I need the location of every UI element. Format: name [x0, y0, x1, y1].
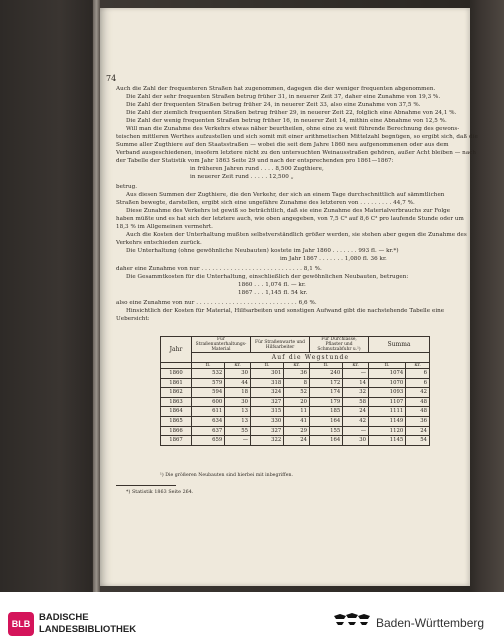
unit-cell: fl.	[251, 363, 284, 369]
table-cell-a-kr: 30	[225, 397, 251, 407]
table-cell-a-fl: 600	[192, 397, 225, 407]
book-spine	[93, 0, 100, 592]
table-cell-b-kr: 29	[284, 426, 310, 436]
text-line: Hinsichtlich der Kosten für Material, Hilfsarbeiten und sonstigen Aufwand gibt die nachstehende Tabelle eine	[126, 308, 445, 314]
text-line: Die Gesammtkosten für die Unterhaltung, einschließlich der gewöhnlichen Neubauten, betrugen:	[126, 274, 409, 280]
table-cell-s-kr: 42	[406, 388, 430, 398]
text-line: Diese Zunahme des Verkehrs ist gewiß so beträchtlich, daß sie eine Zunahme des Materialverbrauchs zur Folge	[126, 208, 451, 214]
table-cell-b-kr: 8	[284, 378, 310, 388]
table-cell-s-kr: 48	[406, 407, 430, 417]
text-line: in neuerer Zeit rund . . . . . 12,500 „	[190, 174, 294, 180]
table-cell-c-fl: 185	[310, 407, 343, 417]
table-cell-a-fl: 634	[192, 416, 225, 426]
baden-wuerttemberg-logo[interactable]	[332, 610, 372, 634]
table-cell-c-fl: 155	[310, 426, 343, 436]
table-cell-b-kr: 52	[284, 388, 310, 398]
blb-logo[interactable]: BLB	[8, 612, 34, 636]
table-cell-c-kr: 58	[343, 397, 369, 407]
text-line: 1860 . . . 1,074 fl. — kr.	[238, 282, 306, 288]
text-line: daher eine Zunahme von nur . . . . . . . . . . . . . . . . . . . . . . . . . . . . 8,1 %.	[116, 266, 322, 272]
table-cell-b-fl: 301	[251, 369, 284, 379]
table-cell-b-fl: 318	[251, 378, 284, 388]
table-row	[161, 426, 430, 436]
table-cell-c-kr: —	[343, 426, 369, 436]
table-cell-b-fl: 322	[251, 436, 284, 446]
table-cell-s-kr: 6	[406, 369, 430, 379]
table-cell-a-kr: 13	[225, 416, 251, 426]
text-line: teischen mittleren Werthes aufzustellen und sich somit mit einer arithmetischen Mittelzahl begnügen, so ergibt sich, daß die	[116, 134, 478, 140]
table-cell-s-fl: 1074	[369, 369, 406, 379]
page-number: 74	[106, 74, 117, 83]
text-line: Uebersicht:	[116, 316, 150, 322]
table-cell-a-kr: 55	[225, 426, 251, 436]
text-line: Die Zahl der sehr frequenten Straßen betrug früher 31, in neuerer Zeit 37, daher eine Zunahme von 19,3 %.	[126, 94, 441, 100]
library-name-line2: LANDESBIBLIOTHEK	[39, 624, 137, 635]
table-cell-s-fl: 1149	[369, 416, 406, 426]
table-cell-year: 1861	[161, 378, 192, 388]
text-line: haben müßte und es hat sich der letztere auch, wie oben angegeben, von 7,5 C³ auf 8,6 C³ pro laufende Stunde oder um	[116, 216, 464, 222]
table-cell-b-kr: 36	[284, 369, 310, 379]
page-footnote: *) Statistik 1863 Seite 264.	[126, 490, 194, 495]
table-cell-s-fl: 1107	[369, 397, 406, 407]
table-row	[161, 378, 430, 388]
footnote-rule	[116, 485, 176, 486]
table-cell-b-kr: 11	[284, 407, 310, 417]
text-line: 18,3 % im Allgemeinen vermehrt.	[116, 224, 214, 230]
table-cell-c-fl: 240	[310, 369, 343, 379]
table-cell-b-fl: 327	[251, 426, 284, 436]
unit-cell: kr.	[284, 363, 310, 369]
table-cell-b-fl: 330	[251, 416, 284, 426]
table-row	[161, 397, 430, 407]
table-row	[161, 416, 430, 426]
table-row	[161, 369, 430, 379]
table-cell-year: 1863	[161, 397, 192, 407]
table-row	[161, 388, 430, 398]
table-cell-a-kr: —	[225, 436, 251, 446]
table-cell-a-fl: 659	[192, 436, 225, 446]
table-cell-year: 1862	[161, 388, 192, 398]
library-name[interactable]	[39, 612, 136, 636]
table-cell-s-kr: 48	[406, 397, 430, 407]
table-cell-c-fl: 172	[310, 378, 343, 388]
table-cell-year: 1866	[161, 426, 192, 436]
table-cell-a-fl: 594	[192, 388, 225, 398]
table-cell-a-kr: 44	[225, 378, 251, 388]
table-cell-a-kr: 30	[225, 369, 251, 379]
text-line: Verkehrs entschieden zurück.	[116, 240, 202, 246]
table-cell-s-fl: 1120	[369, 426, 406, 436]
table-cell-s-fl: 1111	[369, 407, 406, 417]
text-line: Die Zahl der wenig frequenten Straßen betrug früher 16, in neuerer Zeit 14, mithin eine Abnahme von 12,5 %.	[126, 118, 447, 124]
state-name[interactable]: Baden-Württemberg	[376, 616, 485, 630]
table-cell-year: 1865	[161, 416, 192, 426]
unit-cell: kr.	[406, 363, 430, 369]
text-line: Summe aller Zugthiere auf den Staatsstraßen — wobei die seit dem Jahre 1860 neu aufgenommenen oder aus dem	[116, 142, 449, 148]
table-cell-s-kr: 54	[406, 436, 430, 446]
table-cell-a-fl: 579	[192, 378, 225, 388]
text-line: Die Zahl der ziemlich frequenten Straßen betrug früher 29, in neuerer Zeit 22, folglich eine Abnahme von 24,1 %.	[126, 110, 457, 116]
table-cell-c-fl: 174	[310, 388, 343, 398]
table-cell-c-kr: 30	[343, 436, 369, 446]
span-header: Auf die Wegstunde	[192, 353, 430, 363]
table-cell-s-kr: 6	[406, 378, 430, 388]
table-cell-c-fl: 179	[310, 397, 343, 407]
text-line: Die Unterhaltung (ohne gewöhnliche Neubauten) kostete im Jahr 1860 . . . . . . . 993 fl. — kr.*)	[126, 248, 399, 254]
table-cell-a-fl: 637	[192, 426, 225, 436]
table-cell-c-kr: 24	[343, 407, 369, 417]
col-header-sum: Summa	[369, 337, 430, 353]
table-cell-c-kr: —	[343, 369, 369, 379]
scan-edge	[470, 0, 504, 592]
table-cell-year: 1864	[161, 407, 192, 417]
text-line: betrug.	[116, 184, 138, 190]
table-cell-c-kr: 14	[343, 378, 369, 388]
text-line: Will man die Zunahme des Verkehrs etwas näher beurtheilen, ohne eine zu weit führende Berechnung des gewons-	[126, 126, 460, 132]
table-cell-s-fl: 1145	[369, 436, 406, 446]
unit-cell: fl.	[369, 363, 406, 369]
table-cell-c-fl: 164	[310, 416, 343, 426]
text-line: in früheren Jahren rund . . . . 8,500 Zugthiere,	[190, 166, 324, 172]
text-line: Aus diesen Summen der Zugthiere, die den Verkehr, der sich an einem Tage durchschnittlich auf sämmtlichen	[126, 192, 445, 198]
table-footnote: ¹) Die größeren Neubauten sind hierbei mit inbegriffen.	[160, 473, 293, 478]
table-cell-s-fl: 1093	[369, 388, 406, 398]
table-cell-year: 1860	[161, 369, 192, 379]
cost-table	[160, 336, 430, 446]
table-cell-a-kr: 18	[225, 388, 251, 398]
table-cell-b-fl: 324	[251, 388, 284, 398]
table-row	[161, 436, 430, 446]
col-header-material: Für Straßenunterhaltungs-Material	[192, 337, 251, 353]
text-line: 1867 . . . 1,145 fl. 54 kr.	[238, 290, 308, 296]
unit-cell: fl.	[192, 363, 225, 369]
table-cell-a-fl: 611	[192, 407, 225, 417]
table-cell-c-kr: 32	[343, 388, 369, 398]
table-cell-s-fl: 1070	[369, 378, 406, 388]
text-line: also eine Zunahme von nur . . . . . . . . . . . . . . . . . . . . . . . . . . . . 6,6 %.	[116, 300, 317, 306]
table-cell-a-fl: 532	[192, 369, 225, 379]
table-cell-s-kr: 24	[406, 426, 430, 436]
unit-cell: kr.	[343, 363, 369, 369]
table-cell-c-kr: 42	[343, 416, 369, 426]
unit-cell: fl.	[310, 363, 343, 369]
table-cell-b-kr: 41	[284, 416, 310, 426]
table-cell-a-kr: 13	[225, 407, 251, 417]
text-line: Die Zahl der frequenten Straßen betrug früher 24, in neuerer Zeit 33, also eine Zunahme von 37,5 %.	[126, 102, 421, 108]
text-line: der Tabelle der Statistik vom Jahr 1863 Seite 29 und nach der entsprechenden pro 1861—1867:	[116, 158, 394, 164]
text-line: Auch die Zahl der frequenteren Straßen hat zugenommen, dagegen die der weniger frequenten abgenommen.	[116, 86, 436, 92]
table-cell-c-fl: 164	[310, 436, 343, 446]
text-line: Verband ausgeschiedenen, insofern letztere nicht zu den untersuchten Weinausstraßen gehören, außer Acht bleiben — nach	[116, 150, 477, 156]
text-line: Auch die Kosten der Unterhaltung mußten selbstverständlich größer werden, sie stehen aber gegen die Zunahme des	[126, 232, 467, 238]
table-cell-s-kr: 36	[406, 416, 430, 426]
library-name-line1: BADISCHE	[39, 612, 89, 623]
col-header-drainage: Für Durchlässe, Pflaster und Schmutzabfuhr u.¹)	[310, 337, 369, 353]
unit-cell: kr.	[225, 363, 251, 369]
text-line: im Jahr 1867 . . . . . . . 1,080 fl. 36 kr.	[280, 256, 387, 262]
table-row	[161, 407, 430, 417]
text-line: Straßen bewegte, darstellen, ergibt sich eine ungefähre Zunahme des letzteren von . . . . . . . . . 44,7 %.	[116, 200, 415, 206]
table-cell-b-fl: 315	[251, 407, 284, 417]
table-cell-year: 1867	[161, 436, 192, 446]
table-cell-b-fl: 327	[251, 397, 284, 407]
col-header-workers: Für Straßenwarte und Hilfsarbeiter	[251, 337, 310, 353]
col-header-year: Jahr	[161, 337, 192, 363]
table-cell-b-kr: 24	[284, 436, 310, 446]
table-cell-b-kr: 20	[284, 397, 310, 407]
table-body	[161, 369, 430, 446]
